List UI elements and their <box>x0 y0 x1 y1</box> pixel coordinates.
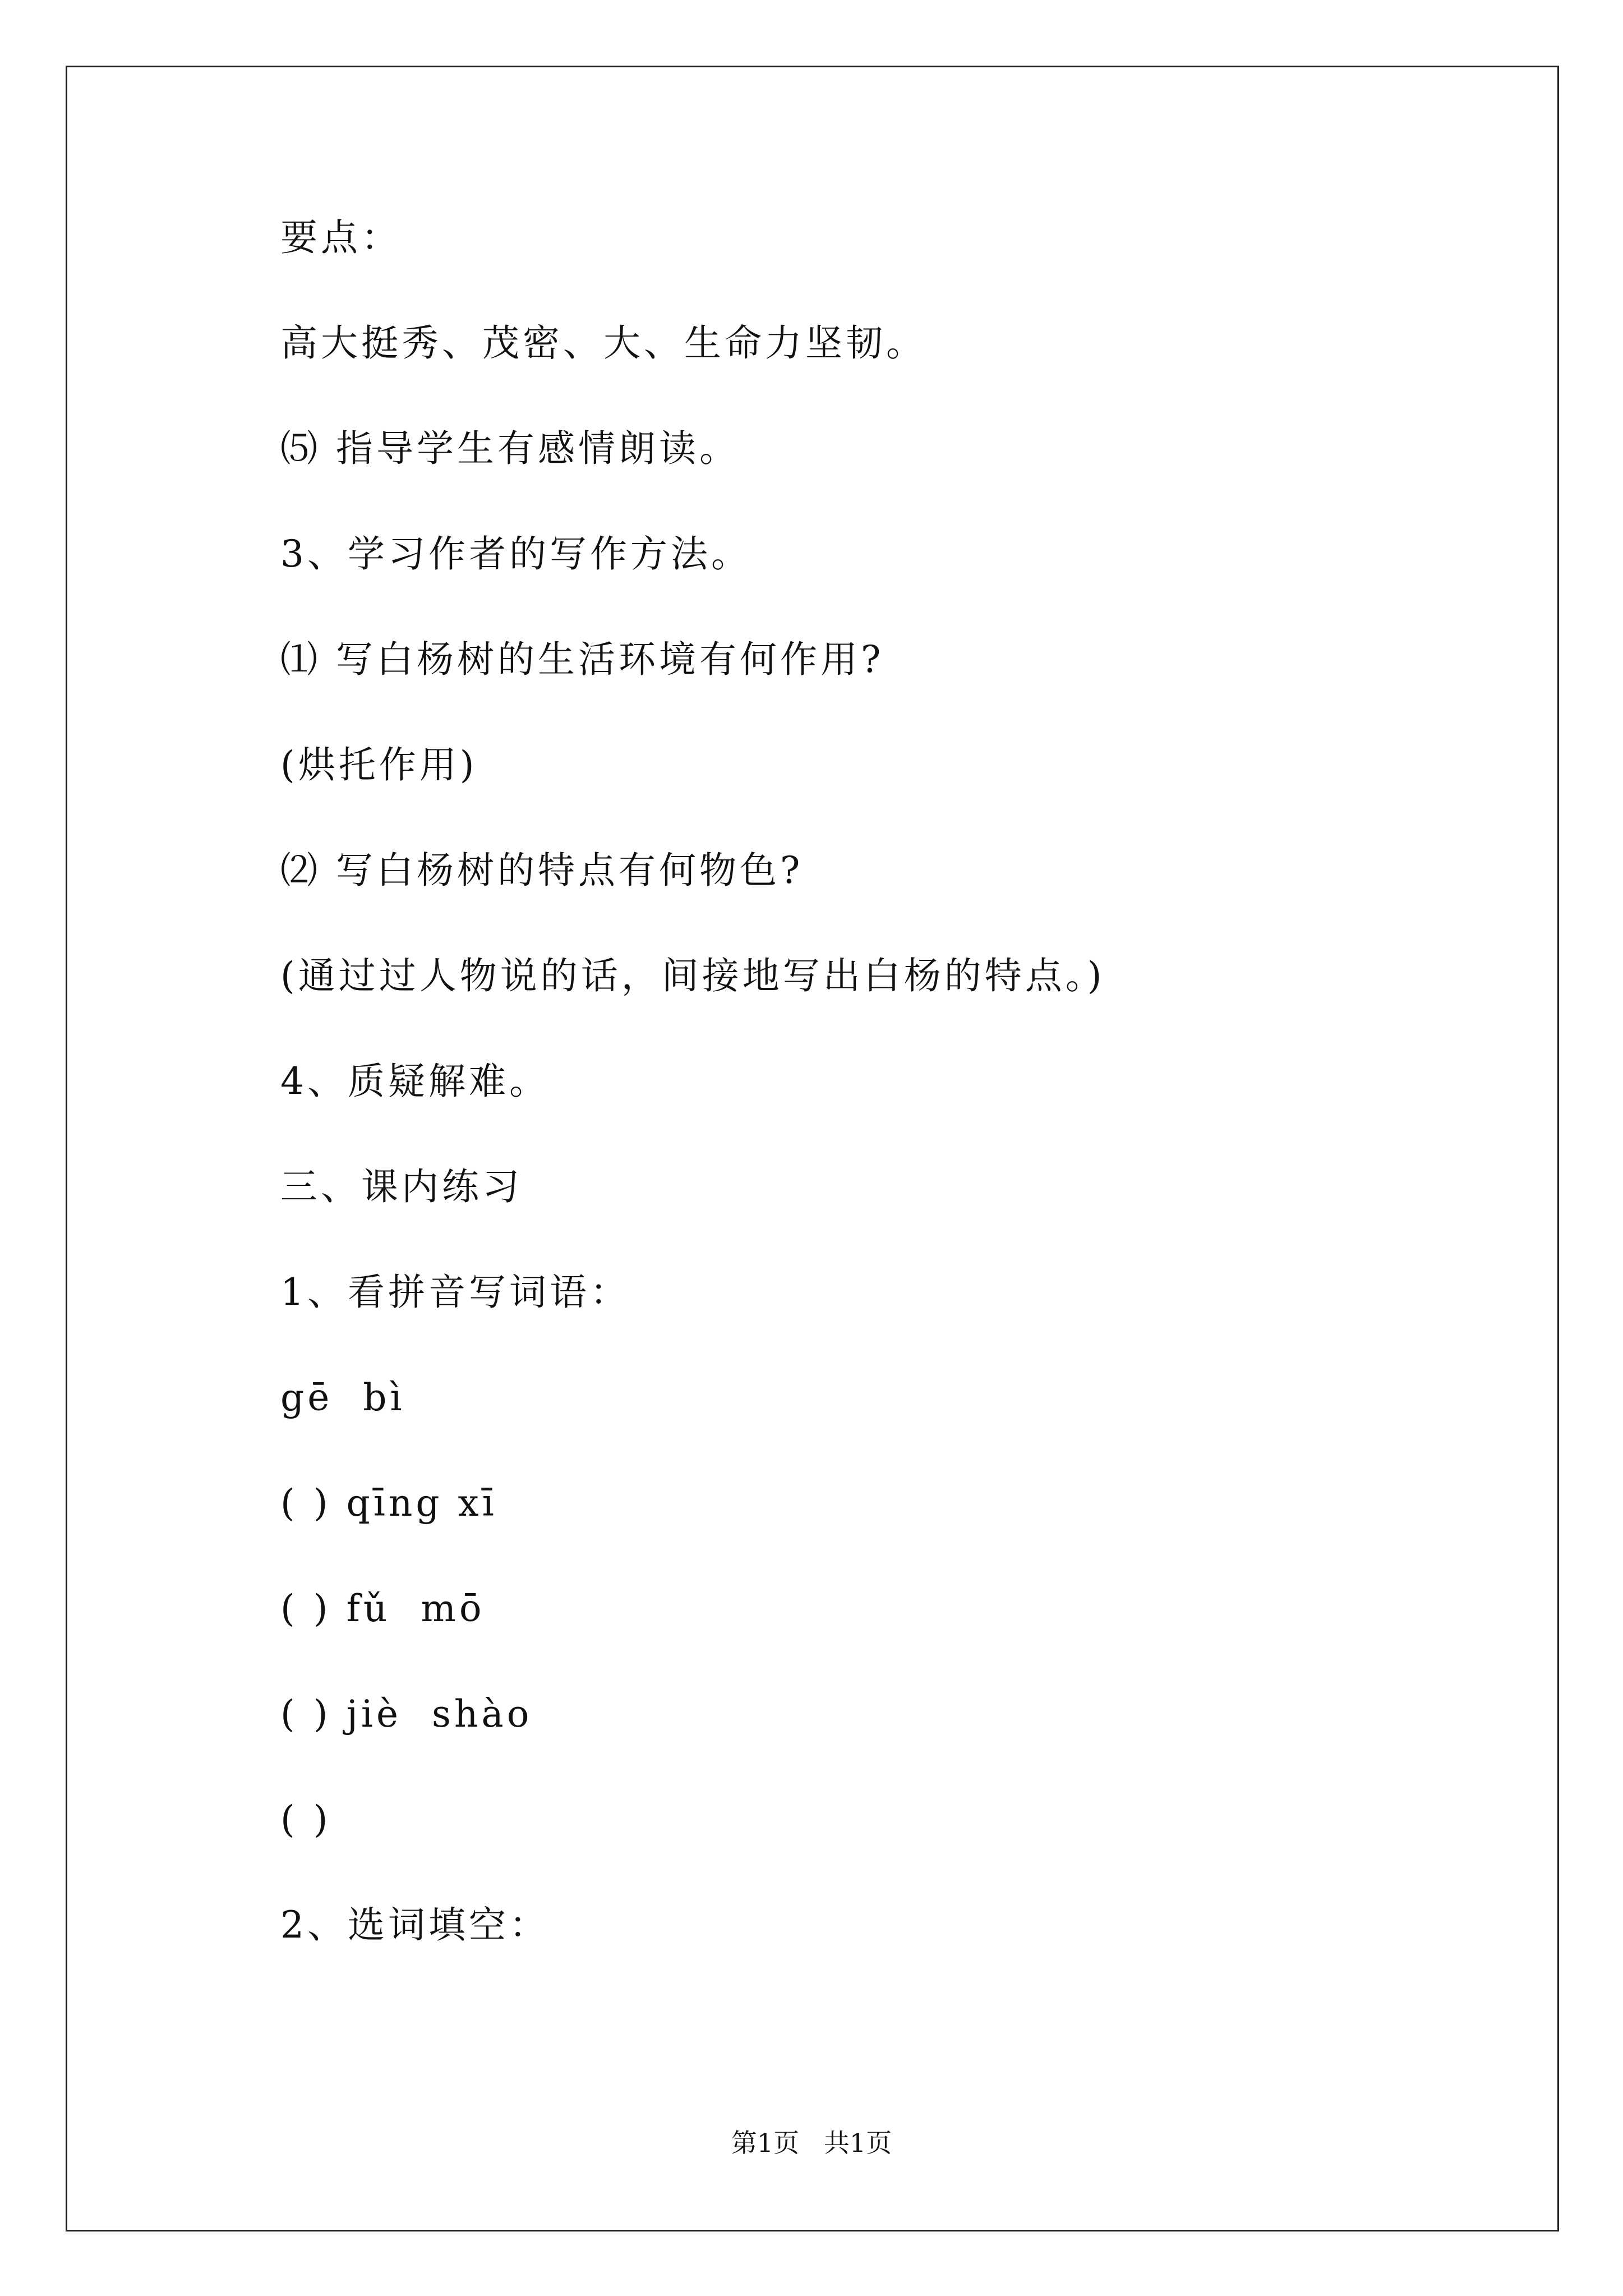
text-line: 3、学习作者的写作方法。 <box>280 532 751 576</box>
text-line: (烘托作用) <box>280 743 478 786</box>
text-line: ( ) jiè shào <box>280 1692 533 1736</box>
document-body <box>280 213 1458 2006</box>
text-line: ⑸ 指导学生有感情朗读。 <box>280 427 740 470</box>
text-line: 1、看拼音写词语： <box>280 1271 630 1314</box>
text-line: ⑴ 写白杨树的生活环境有何作用? <box>280 638 884 681</box>
text-line: ⑵ 写白杨树的特点有何物色? <box>280 849 804 892</box>
text-line: 要点： <box>280 216 402 259</box>
text-line: 高大挺秀、茂密、大、生命力坚韧。 <box>280 321 926 365</box>
text-line: ( ) qīng xī <box>280 1481 497 1525</box>
text-line: gē bì <box>280 1376 405 1419</box>
text-line: (通过过人物说的话，间接地写出白杨的特点。) <box>280 954 1105 997</box>
text-line: ( ) <box>280 1798 331 1841</box>
text-line: 4、质疑解难。 <box>280 1060 550 1103</box>
text-line: 三、课内练习 <box>280 1165 523 1208</box>
text-line: 2、选词填空： <box>280 1903 550 1947</box>
page-footer: 第1页 共1页 <box>731 2128 892 2158</box>
text-line: ( ) fǔ mō <box>280 1587 485 1630</box>
